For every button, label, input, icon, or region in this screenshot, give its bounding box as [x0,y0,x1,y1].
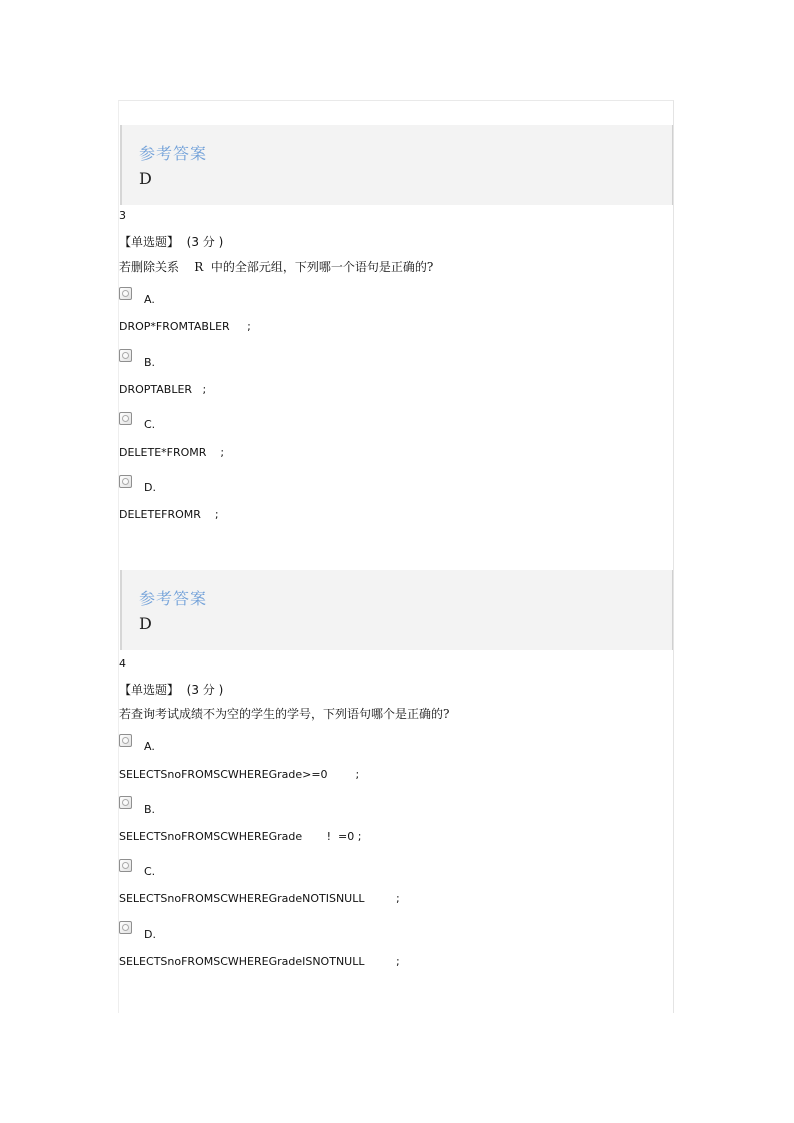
question-type [119,681,223,698]
option-a-letter: A. [144,740,155,753]
reference-answer-box [120,570,673,650]
option-c-text: DELETE*FROMR ; [119,446,225,459]
question-text: 若删除关系 R 中的全部元组，下列哪一个语句是正确的? [119,260,434,274]
option-a-letter: A. [144,293,155,306]
option-d-text: DELETEFROMR ; [119,508,219,521]
reference-answer-title: 参考答案 [139,144,208,163]
question-type-label: 【单选题】 [119,683,180,697]
option-c-text: SELECTSnoFROMSCWHEREGradeNOTISNULL ; [119,892,400,905]
option-a-text: SELECTSnoFROMSCWHEREGrade>=0 ; [119,768,360,781]
option-b-letter: B. [144,356,156,369]
option-d-letter: D. [144,481,156,494]
option-c-radio[interactable] [119,412,132,425]
option-a-radio[interactable] [119,734,132,747]
option-c-letter: C. [144,418,156,431]
option-a-radio[interactable] [119,287,132,300]
option-d-radio[interactable] [119,921,132,934]
question-number: 4 [119,657,126,670]
reference-answer-value: D [139,614,152,633]
option-d-radio[interactable] [119,475,132,488]
option-b-radio[interactable] [119,349,132,362]
option-d-letter: D. [144,928,156,941]
question-type [119,233,223,250]
reference-answer-title: 参考答案 [139,589,208,608]
option-d-text: SELECTSnoFROMSCWHEREGradeISNOTNULL ; [119,955,400,968]
option-b-text: DROPTABLER ; [119,383,207,396]
option-c-radio[interactable] [119,859,132,872]
question-text: 若查询考试成绩不为空的学生的学号，下列语句哪个是正确的? [119,707,450,721]
option-a-text: DROP*FROMTABLER ; [119,320,251,333]
question-number: 3 [119,209,126,222]
question-score: (3 分 ) [186,683,224,697]
option-b-radio[interactable] [119,796,132,809]
question-score: (3 分 ) [186,235,224,249]
option-b-letter: B. [144,803,156,816]
reference-answer-value: D [139,169,152,188]
option-b-text: SELECTSnoFROMSCWHEREGrade ! =0 ; [119,830,362,843]
reference-answer-box [120,125,673,205]
option-c-letter: C. [144,865,156,878]
question-type-label: 【单选题】 [119,235,180,249]
